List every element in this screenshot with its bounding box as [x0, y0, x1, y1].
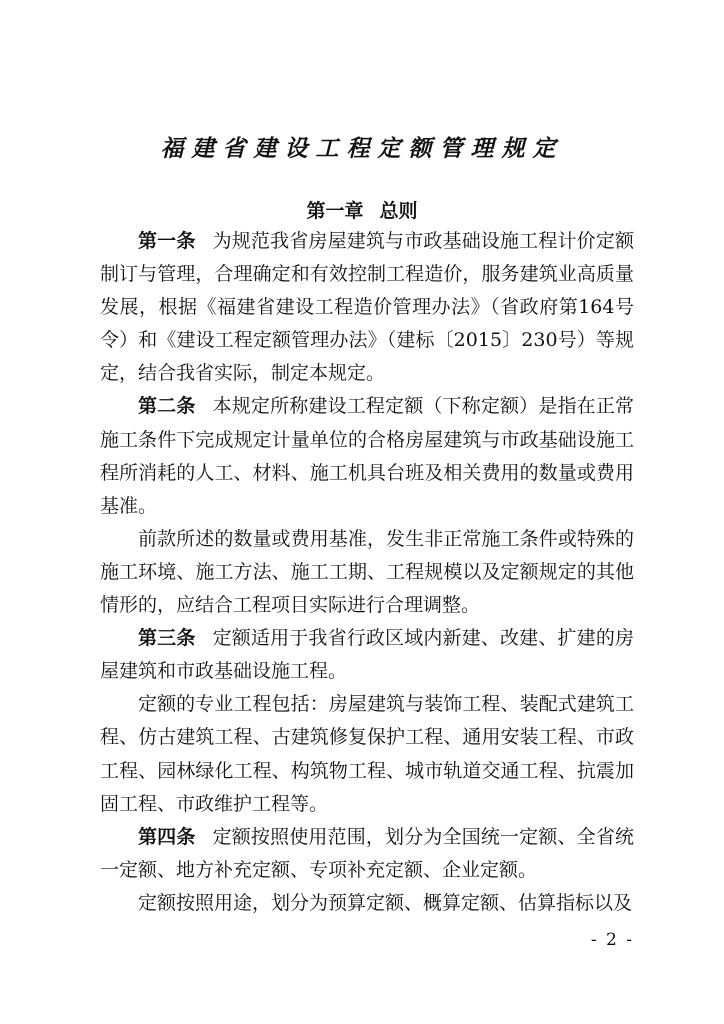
document-body [100, 225, 634, 920]
paragraph-article-3-clause [100, 688, 634, 820]
chapter-name: 总则 [379, 200, 418, 222]
article-label: 第四条 [138, 825, 196, 848]
paragraph-article-4 [100, 821, 634, 887]
paragraph-article-2 [100, 390, 634, 522]
paragraph-text: 前款所述的数量或费用基准，发生非正常施工条件或特殊的施工环境、施工方法、施工工期、工程规模以及定额规定的其他情形的，应结合工程项目实际进行合理调整。 [100, 527, 634, 617]
paragraph-text: 定额的专业工程包括：房屋建筑与装饰工程、装配式建筑工程、仿古建筑工程、古建筑修复保护工程、通用安装工程、市政工程、园林绿化工程、构筑物工程、城市轨道交通工程、抗震加固工程、市政维护工程等。 [100, 693, 634, 815]
paragraph-text: 本规定所称建设工程定额（下称定额）是指在正常施工条件下完成规定计量单位的合格房屋建筑与市政基础设施工程所消耗的人工、材料、施工机具台班及相关费用的数量或费用基准。 [100, 395, 634, 517]
paragraph-text: 定额适用于我省行政区域内新建、改建、扩建的房屋建筑和市政基础设施工程。 [100, 627, 634, 683]
paragraph-article-1 [100, 225, 634, 390]
paragraph-article-3 [100, 622, 634, 688]
chapter-number: 第一章 [306, 200, 364, 222]
page-number: - 2 - [590, 930, 634, 950]
document-title: 福建省建设工程定额管理规定 [160, 135, 564, 162]
article-label: 第一条 [138, 230, 196, 252]
paragraph-text: 为规范我省房屋建筑与市政基础设施工程计价定额制订与管理，合理确定和有效控制工程造价，服务建筑业高质量发展，根据《福建省建设工程造价管理办法》（省政府第164号令）和《建设工程定额管理办法》（建标〔2015〕230号）等规定，结合我省实际，制定本规定。 [100, 230, 634, 385]
article-label: 第三条 [138, 627, 196, 650]
paragraph-article-2-clause [100, 523, 634, 622]
article-label: 第二条 [138, 395, 196, 418]
chapter-heading [0, 196, 724, 223]
paragraph-article-4-clause [100, 887, 634, 920]
paragraph-text: 定额按照使用范围，划分为全国统一定额、全省统一定额、地方补充定额、专项补充定额、企业定额。 [100, 825, 634, 881]
paragraph-text: 定额按照用途，划分为预算定额、概算定额、估算指标以及 [138, 891, 633, 914]
